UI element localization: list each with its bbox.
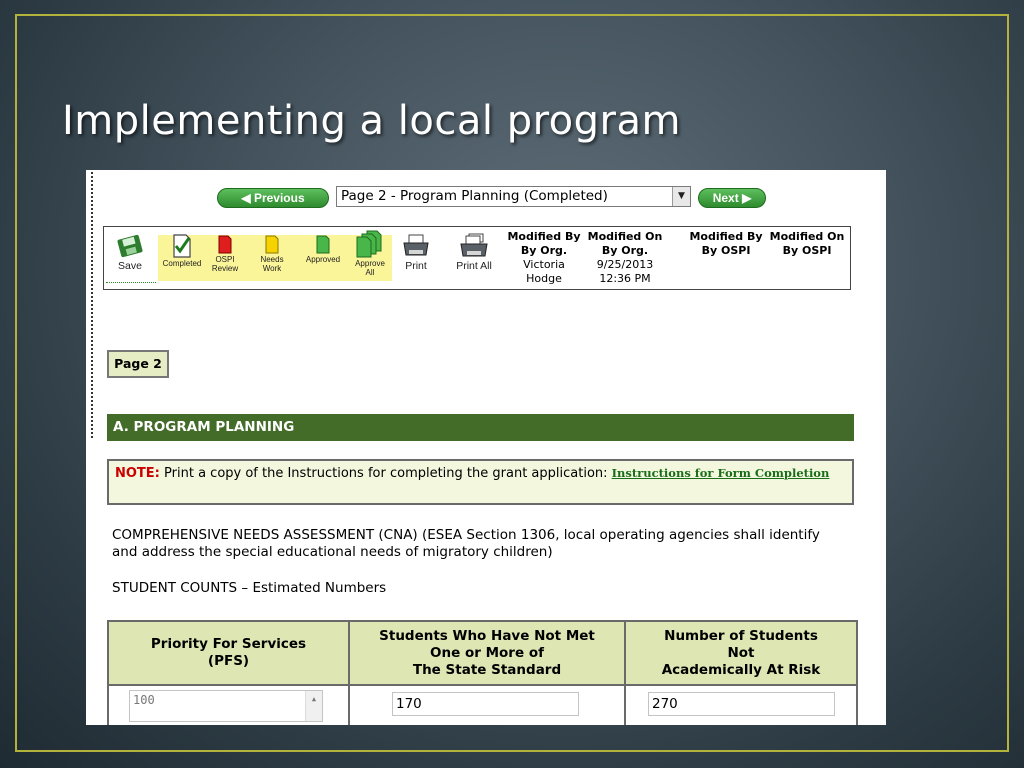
print-all-label: Print All xyxy=(456,260,492,272)
modified-by-org-header-2: By Org. xyxy=(520,244,568,257)
needs-work-label-line2: Work xyxy=(262,264,282,273)
pfs-value: 100 xyxy=(133,693,155,707)
header-pfs-line1: Priority For Services xyxy=(150,636,307,652)
status-needs-work-button[interactable] xyxy=(257,233,287,273)
instructions-link[interactable]: Instructions for Form Completion xyxy=(611,466,830,480)
modified-by-org-value-2: Hodge xyxy=(526,272,562,285)
header-not-at-risk-line1: Number of Students xyxy=(664,627,818,644)
modified-on-org-header-1: Modified On xyxy=(587,230,663,243)
slide-title: Implementing a local program xyxy=(62,98,681,144)
header-not-met-line3: The State Standard xyxy=(412,661,562,678)
approved-label: Approved xyxy=(305,255,341,264)
header-not-at-risk-line2: Not xyxy=(727,644,755,661)
red-document-icon xyxy=(216,233,234,255)
previous-button[interactable] xyxy=(217,188,329,208)
modified-by-org xyxy=(502,230,586,286)
modified-on-org-header-2: By Org. xyxy=(601,244,649,257)
arrow-right-icon: ▶ xyxy=(742,191,752,205)
modified-on-ospi xyxy=(766,230,848,258)
ospi-review-label-line2: Review xyxy=(211,264,239,273)
save-underline xyxy=(106,282,156,283)
approve-all-label-line1: Approve xyxy=(355,259,385,268)
print-button[interactable] xyxy=(400,233,432,272)
modified-by-org-value-1: Victoria xyxy=(523,258,565,271)
header-not-met xyxy=(349,621,625,685)
page-select-value: Page 2 - Program Planning (Completed) xyxy=(341,188,608,204)
not-at-risk-input[interactable]: 270 xyxy=(648,692,835,716)
save-button[interactable] xyxy=(112,233,148,272)
header-pfs xyxy=(108,621,349,685)
header-not-met-line2: One or More of xyxy=(430,644,544,661)
header-not-at-risk-line3: Academically At Risk xyxy=(661,661,821,678)
dotted-divider xyxy=(91,172,93,438)
page-select[interactable] xyxy=(336,186,691,207)
modified-by-ospi xyxy=(684,230,768,258)
table-header-row xyxy=(108,621,857,685)
modified-on-ospi-header-1: Modified On xyxy=(769,230,845,243)
note-label: NOTE: xyxy=(115,466,160,481)
note-text: Print a copy of the Instructions for completing the grant application: xyxy=(164,466,608,481)
modified-on-org-value-1: 9/25/2013 xyxy=(596,258,654,271)
modified-on-org xyxy=(584,230,666,286)
next-button[interactable] xyxy=(698,188,766,208)
green-document-icon xyxy=(314,233,332,255)
completed-label: Completed xyxy=(162,259,202,268)
approve-all-label-line2: All xyxy=(365,268,375,277)
stacked-documents-icon xyxy=(353,229,387,259)
cell-not-met xyxy=(349,685,625,725)
ospi-review-label-line1: OSPI xyxy=(215,255,235,264)
form-toolbar xyxy=(103,226,851,290)
modified-by-org-header-1: Modified By xyxy=(507,230,581,243)
needs-work-label-line1: Needs xyxy=(260,255,284,264)
modified-by-ospi-header-1: Modified By xyxy=(689,230,763,243)
header-pfs-line2: (PFS) xyxy=(207,653,250,669)
cna-description: COMPREHENSIVE NEEDS ASSESSMENT (CNA) (ESEA Section 1306, local operating agencies shall identify and address the special educational needs of migratory children) xyxy=(112,527,820,560)
print-label: Print xyxy=(405,260,427,272)
note-box xyxy=(107,459,854,505)
application-screenshot xyxy=(86,170,886,725)
chevron-down-icon[interactable]: ▼ xyxy=(672,187,690,206)
next-label: Next xyxy=(712,191,739,205)
student-counts-heading: STUDENT COUNTS – Estimated Numbers xyxy=(112,580,387,596)
pfs-input[interactable] xyxy=(129,690,323,722)
scroll-up-icon[interactable]: ▲ xyxy=(305,691,322,721)
print-all-button[interactable] xyxy=(451,233,497,272)
modified-by-ospi-header-2: By OSPI xyxy=(701,244,751,257)
yellow-document-icon xyxy=(263,233,281,255)
page-badge: Page 2 xyxy=(107,350,169,378)
cell-not-at-risk xyxy=(625,685,857,725)
previous-label: Previous xyxy=(253,191,305,205)
not-met-input[interactable]: 170 xyxy=(392,692,579,716)
section-header: A. PROGRAM PLANNING xyxy=(107,414,854,441)
save-icon xyxy=(116,233,144,259)
save-label: Save xyxy=(118,260,142,272)
checkmark-document-icon xyxy=(170,233,194,259)
printer-stack-icon xyxy=(458,233,490,259)
printer-icon xyxy=(401,233,431,259)
modified-on-org-value-2: 12:36 PM xyxy=(599,272,651,285)
header-not-at-risk xyxy=(625,621,857,685)
approve-all-button[interactable] xyxy=(350,229,390,277)
status-ospi-review-button[interactable] xyxy=(210,233,240,273)
header-not-met-line1: Students Who Have Not Met xyxy=(379,627,595,644)
table-row xyxy=(108,685,857,725)
arrow-left-icon: ◀ xyxy=(241,191,251,205)
student-counts-table xyxy=(107,620,858,725)
status-completed-button[interactable] xyxy=(159,233,205,268)
modified-on-ospi-header-2: By OSPI xyxy=(782,244,832,257)
cell-pfs xyxy=(108,685,349,725)
status-approved-button[interactable] xyxy=(300,233,346,264)
